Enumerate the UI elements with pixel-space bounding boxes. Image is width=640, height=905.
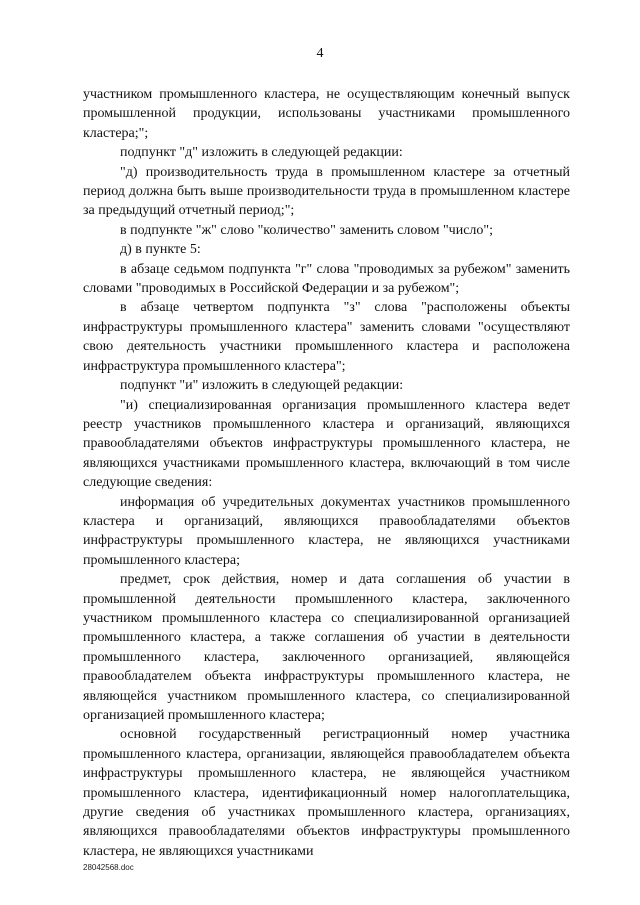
paragraph: "и) специализированная организация промышленного кластера ведет реестр участников промышленного кластера и организаций, являющихся правообладателями объектов инфраструктуры промышленного кластера, не являющихся участниками промышленного кластера, включающий в том числе следующие сведения: — [83, 397, 570, 491]
paragraph: информация об учредительных документах участников промышленного кластера и организаций, являющихся правообладателями объектов инфраструктуры промышленного кластера, не являющихся участниками промышленного кластера; — [83, 494, 570, 568]
paragraph: в подпункте "ж" слово "количество" заменить словом "число"; — [120, 222, 494, 238]
paragraph: в абзаце седьмом подпункта "г" слова "проводимых за рубежом" заменить словами "проводимых в Российской Федерации и за рубежом"; — [83, 261, 570, 297]
paragraph: в абзаце четвертом подпункта "з" слова "расположены объекты инфраструктуры промышленного кластера" заменить словами "осуществляют свою деятельность участники промышленного кластера и расположена инфраструктура промышленного кластера"; — [83, 300, 570, 374]
paragraph: д) в пункте 5: — [120, 242, 201, 258]
document-code: 28042568.doc — [83, 863, 134, 872]
paragraph: подпункт "д" изложить в следующей редакции: — [120, 145, 403, 161]
paragraph: предмет, срок действия, номер и дата соглашения об участии в промышленной деятельности промышленного кластера, заключенного участником промышленного кластера со специализированной организацией промышленного кластера, а также соглашения об участии в деятельности промышленного кластера, заключенного организацией, являющейся правообладателем объекта инфраструктуры промышленного кластера, не являющейся участником промышленного кластера, со специализированной организацией промышленного кластера; — [83, 572, 570, 723]
paragraph: подпункт "и" изложить в следующей редакции: — [120, 378, 404, 394]
paragraph: участником промышленного кластера, не осуществляющим конечный выпуск промышленной продукции, использованы участниками промышленного кластера;"; — [83, 87, 570, 141]
page-number: 4 — [316, 46, 324, 61]
paragraph: "д) производительность труда в промышленном кластере за отчетный период должна быть выше производительности труда в промышленном кластере за предыдущий отчетный период;"; — [83, 164, 570, 219]
paragraph: основной государственный регистрационный номер участника промышленного кластера, организации, являющейся правообладателем объекта инфраструктуры промышленного кластера, не являющейся участником промышленного кластера, идентификационный номер налогоплательщика, другие сведения об участниках промышленного кластера, организациях, являющихся правообладателями объектов инфраструктуры промышленного кластера, не являющихся участниками — [83, 727, 570, 859]
document-body — [83, 85, 570, 861]
